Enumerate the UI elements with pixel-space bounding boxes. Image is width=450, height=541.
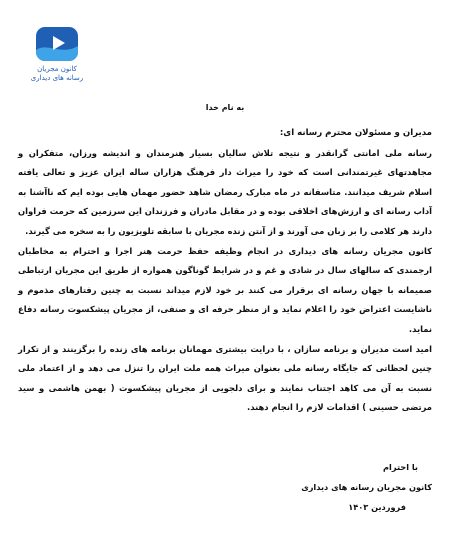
signature-block (232, 457, 432, 517)
paragraph-2: کانون مجریان رسانه های دیداری در انجام وظیفه حفظ حرمت هنر اجرا و احترام به مخاطبان ارجمندی که سالهای سال در شادی و غم و در شرایط گوناگون همواره از طریق این مجریان ارتباطی صمیمانه با جهان رسانه ای برقرار می کنند بر خود لازم میداند نسبت به چنین رفتارهای مذموم و ناشایست اعتراض خود را اعلام نماید و از منظر حرفه ای و صنفی، از مجریان پیشکسوت رسانه دفاع نماید. (18, 245, 432, 334)
signatory: کانون مجریان رسانه های دیداری (301, 482, 432, 492)
paragraph-3: امید است مدیران و برنامه سازان ، با درایت بیشتری مهمانان برنامه های زنده را برگزینند و از تکرار چنین لحظاتی که جایگاه رسانه ملی بعنوان میراث همه ملت ایران را تنزل می دهد و از اعتماد ملی نسبت به آن می کاهد اجتناب نمایند و برای دلجویی از مجریان پیشکسوت ( بهمن هاشمی و سید مرتضی حسینی ) اقدامات لازم را انجام دهند. (18, 343, 432, 413)
logo-text-line2: رسانه های دیداری (30, 74, 84, 82)
letter-body (18, 124, 432, 418)
closing: با احترام (383, 462, 418, 472)
letter-date: فروردین ۱۴۰۳ (348, 502, 406, 512)
salutation: مدیران و مسئولان محترم رسانه ای: (279, 128, 432, 138)
bismillah-heading: به نام خدا (205, 103, 245, 112)
logo-icon (35, 26, 79, 62)
logo-text-line1: کانون مجریان (37, 65, 77, 73)
logo (22, 26, 92, 96)
paragraph-1: رسانه ملی امانتی گرانقدر و نتیجه تلاش سالیان بسیار هنرمندان و اندیشه ورزان، متفکران و مجاهدتهای غیرتمندانی است که خود را میراث دار فرهنگ هزاران ساله ایران عزیز و تعالی یافته اسلام شریف میدانند. متاسفانه در ماه مبارک رمضان شاهد حضور مهمان هایی بوده ایم که ناآشنا به آداب رسانه ای و ارزش‌های اخلاقی بوده و در مقابل مادران و فرزندان این سرزمین که حرمت فراوان دارند هر کلامی را بر زبان می آورند و از آنتن زنده مجریان با سابقه تلویزیون را به سخره می گیرند. (18, 147, 432, 236)
